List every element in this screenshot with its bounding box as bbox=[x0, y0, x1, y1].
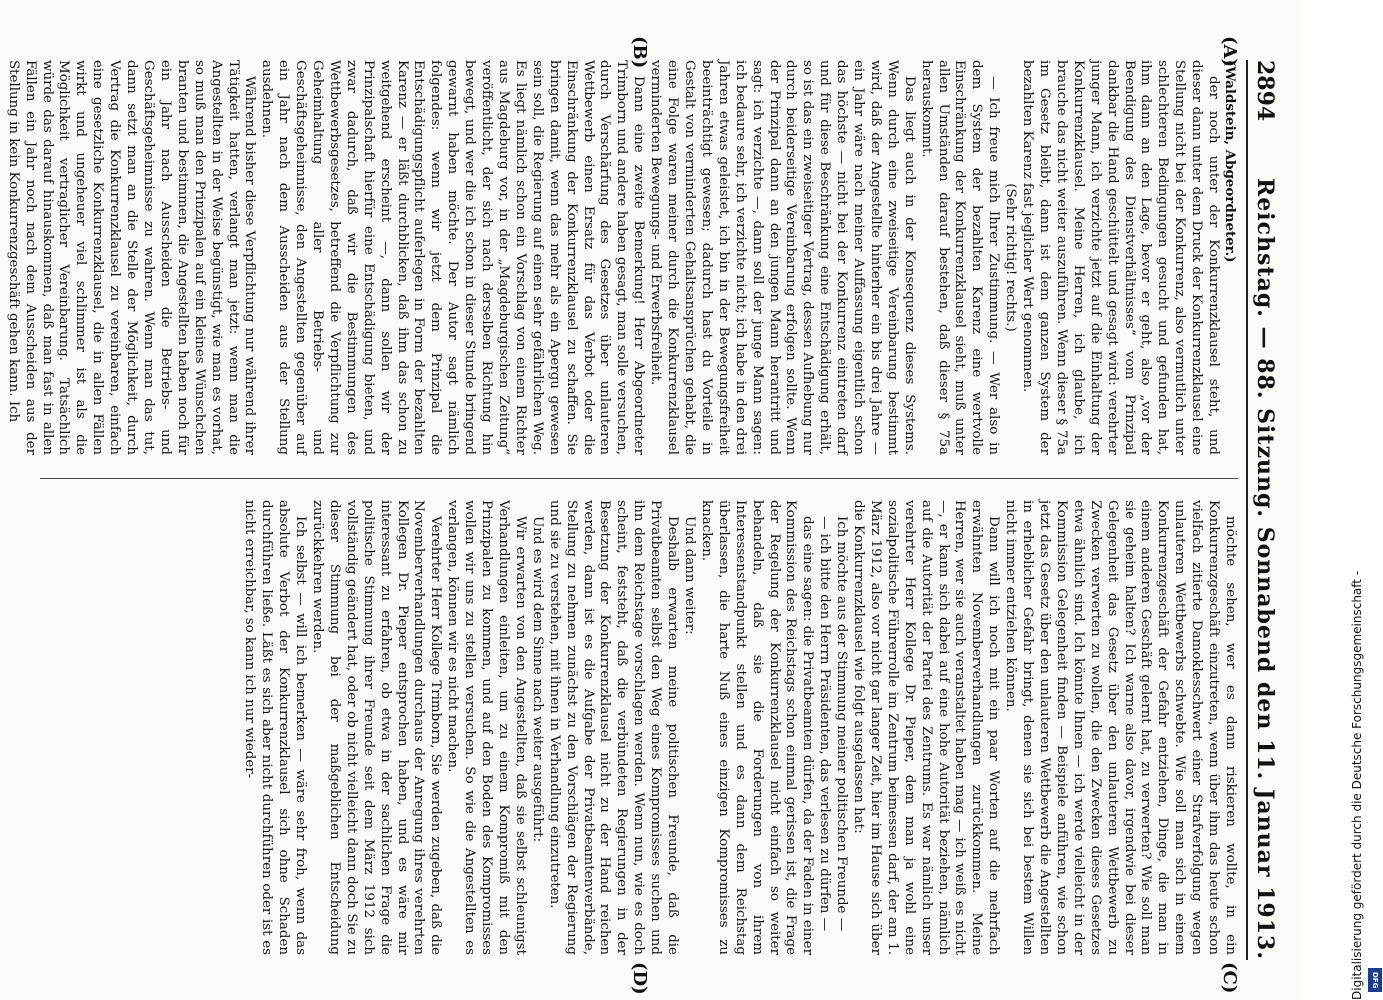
paragraph: Ich selbst — will ich bemerken — wäre sehr froh, wenn das absolute Verbot der Konkurrenzklausel sich ohne Schaden durchführen ließe. Läßt es sich aber nicht durchführen oder ist es nicht erreichbar, so kann ich nur wieder- bbox=[242, 500, 309, 955]
paragraph: Dann will ich noch mit ein paar Worten auf die mehrfach erwähnten Novemberverhandlungen zurückkommen. Meine Herren, wer sie auch veranstaltet haben mag — ich weiß es nicht —, er kann sich dabei auf eine hohe Autorität beziehen, nämlich auf die Autorität der Partei des Zentrums. Es war nämlich unser verehrter Herr Kollege Dr. Pieper, dem man ja wohl eine sozialpolitische Führerrolle im Zentrum beimessen darf, der am 1. März 1912, also vor nicht gar langer Zeit, hier im Hause sich über die Konkurrenzklausel wie folgt ausgelassen hat: bbox=[851, 500, 1002, 955]
paragraph: — Ich freue mich Ihrer Zustimmung. — Wer also in dem System der bezahlten Karenz eine wertvolle Einschränkung der Konkurrenzklausel sieht, muß unter allen Umständen darauf bestehen, daß dieser § 75a herauskommt. bbox=[918, 60, 1002, 455]
margin-mark-a: (A) bbox=[1219, 36, 1240, 67]
interjection: (Sehr richtig! rechts.) bbox=[1003, 183, 1019, 332]
paragraph: Und dann weiter: bbox=[682, 516, 697, 635]
dfg-logo: DFG bbox=[1368, 968, 1382, 992]
paragraph: Und es wird dem Sinne nach weiter ausgeführt: bbox=[529, 516, 545, 843]
digitization-credit bbox=[1346, 570, 1368, 1000]
paragraph: Dann eine zweite Bemerkung! Herr Abgeordneter Trimborn und andere haben gesagt, man solle versuchen, durch Verschärfung des Gesetzes über unlauteren Wettbewerb einen Ersatz für das Verbot oder die Einschränkung der Konkurrenzklausel zu schaffen. Sie bringen damit, wenn das mehr als ein Apergu gewesen sein soll, die Regierung auf einen sehr gefährlichen Weg. Es liegt nämlich schon ein Vorschlag von einem Richter aus Magdeburg vor, in der „Magdeburgischen Zeitung“ veröffentlicht, der sich nach derselben Richtung hin bewegt, und wer die ich schon in dieser Stunde bringend gewarnt haben möchte. Der Autor sagt nämlich folgendes: wenn wir jetzt dem Prinzipal die Entschädigungspflicht auferlegen in Form der bezahlten Karenz — er läßt durchblicken, daß ihm das schon zu weitgehend erscheint —, dann sollen wir der Prinzipalschaft hierfür eine Entschädigung bieten, und zwar dadurch, daß wir die Bestimmungen des Wettbewerbsgesetzes, betreffend die Verpflichtung zur Geheimhaltung aller Betriebs- und Geschäftsgeheimnisse, den Angestellten gegenüber auf ein Jahr nach dem Ausscheiden aus der Stellung ausdehnen. bbox=[259, 60, 647, 455]
paragraph: Ich möchte aus der Stimmung meiner politischen Freunde — bbox=[834, 516, 850, 932]
paragraph: möchte sehen, wer es dann riskieren wollte, in ein Konkurrenzgeschäft einzutreten, wenn über ihm das heute schon vielfach zitierte Damoklesschwert einer Strafverfolgung wegen unlauteren Wettbewerbs schwebte. Wie soll man sich in einem Konkurrenzgeschäft der Gefahr entziehen, Dinge, die man in einem anderen Geschäft gelernt hat, zu verwerten? Wie soll man sie geheim halten? Ich warne also davor, irgendwie bei dieser Gelegenheit das Gesetz über den unlauteren Wettbewerb zu Zwecken verwerten zu wollen, die den Zwecken dieses Gesetzes etwa ähnlich sind. Ich könnte Ihnen — ich werde vielleicht in der Kommission Gelegenheit finden — Beispiele anführen, wie schon jetzt das Gesetz über den unlauteren Wettbewerb die Angestellten in erheblicher Gefahr bringt, denen sie sich bei bestem Willen nicht immer entziehen können. bbox=[1003, 500, 1238, 955]
paragraph: Wir erwarten von den Angestellten, daß sie selbst schleunigst Verhandlungen einleiten, um zu einem Kompromiß mit den Prinzipalen zu kommen, und auf den Boden des Kompromisses wollen wir uns zu stellen versuchen. So wie die Angestellten es verlangen, können wir es nicht machen. bbox=[445, 500, 528, 955]
digitization-credit-text: Digitalisierung gefördert durch die Deutsche Forschungsgemeinschaft - bbox=[1350, 570, 1364, 1000]
page-title: Reichstag. — 88. Sitzung. Sonnabend den 11. Januar 1913. bbox=[1252, 178, 1278, 960]
paragraph: Während bisher diese Verpflichtung nur während ihrer Tätigkeit hatten, verlangt man jetzt: wenn man die Angestellten in der Weise begünstigt, wie man es vorhat, so muß man den Prinzipalen auf ein kleines Wünschchen branten und bestimmen, die Angestellten haben noch für ein Jahr nach Ausscheiden die Betriebs- und Geschäftsgeheimnisse zu wahren. Wenn man das tut, dann setzt man an die Stelle der Möglichkeit, durch Vertrag die Konkurrenzklausel zu vereinbaren, einfach eine gesetzliche Konkurrenzklausel, die in allen Fällen wirkt und ungeheuer viel schlimmer ist als die Möglichkeit vertraglicher Vereinbarung. Tatsächlich würde das darauf hinauskommen, daß man fast in allen Fällen ein Jahr noch nach dem Ausscheiden aus der Stellung in kein Konkurrenzgeschäft gehen kann. Ich bbox=[5, 60, 258, 455]
paragraph: der noch unter der Konkurrenzklausel steht, und dieser dann unter dem Druck der Konkurrenzklausel eine Stellung nicht bei der Konkurrenz, also vermutlich unter schlechteren Bedingungen gesucht und gefunden hat, ihm dann an den Lage, bevor er geht, also „vor der Beendigung des Dienstverhältnisses“ vom Prinzipal dankbar die Hand geschüttelt und gesagt wird: verehrter junger Mann, ich verzichte jetzt auf die Einhaltung der Konkurrenzklausel. Meine Herren, ich glaube, ich brauche das nicht weiter auszuführen. Wenn dieser § 75a im Gesetz bleibt, dann ist dem ganzen System der bezahlten Karenz fast jeglicher Wert genommen. bbox=[1020, 60, 1222, 455]
margin-mark-b: (B) bbox=[629, 36, 650, 69]
paragraph: das eine sagen: die Privatbeamten dürfen, da der Faden in einer Kommission des Reichstags schon einmal gerissen ist, die Frage der Regelung der Konkurrenzklausel nicht einfach so weiter behandeln, daß sie die Forderungen von ihrem Interessenstandpunkt stellen und es dann dem Reichstag überlassen, die harte Nuß eines einzigen Kompromisses zu knacken. bbox=[698, 500, 816, 955]
text-column-right bbox=[40, 500, 1238, 955]
paragraph: — ich bitte den Herrn Präsidenten, das verlesen zu dürfen — bbox=[817, 516, 833, 932]
page-number: 2894 bbox=[1252, 60, 1278, 122]
speaker-name: (Waldstein, Abgeordneter.) bbox=[1222, 60, 1238, 263]
paragraph: Das liegt auch in der Konsequenz dieses Systems. Wenn durch eine zweiseitige Vereinbarung bestimmt wird, daß der Angestellte hinterher ein bis drei Jahre — ein Jahr wäre nach meiner Auffassung eigentlich schon das höchste — nicht bei der Konkurrenz eintreten darf und für diese Beschränkung eine Entschädigung erhält, so ist das ein zweiseitiger Vertrag, dessen Aufhebung nur durch beiderseitige Vereinbarung erfolgen sollte. Wenn der Prinzipal dann an den jungen Mann herantritt und sagt: ich verzichte —, dann soll der junge Mann sagen: ich bedaure sehr, ich verzichte nicht; ich habe in den drei Jahren etwas geleistet, ich bin in der Bewegungsfreiheit beeinträchtigt gewesen; dadurch hast du Vorteile in Gestalt von verminderten Gehaltsansprüchen gehabt, die eine Folge waren meiner durch die Konkurrenzklausel verminderten Bewegungs- und Erwerbsfreiheit. bbox=[648, 60, 917, 455]
margin-mark-c: (C) bbox=[1219, 962, 1240, 994]
column-divider bbox=[40, 478, 1238, 479]
paragraph: Deshalb erwarten meine politischen Freunde, daß die Privatbeamten selbst den Weg eines Kompromisses suchen und ihn dem Reichstage vorschlagen werden. Wenn nun, wie es doch scheint, feststeht, daß die verbündeten Regierungen in der Besetzung der Konkurrenzklausel nicht zu der Hand reichen werden, dann ist es die Aufgabe der Privatbeamtenverbände, Stellung zu nehmen zunächst zu den Vorschlägen der Regierung und sie zu verstehen, mit ihnen in Verhandlung einzutreten. bbox=[546, 500, 681, 955]
margin-mark-d: (D) bbox=[629, 962, 650, 995]
text-column-left bbox=[5, 60, 1238, 455]
paragraph: Verehrter Herr Kollege Trimborn, Sie werden zugeben, daß die Novemberverhandlungen durchaus der Anregung ihres verehrten Kollegen Dr. Pieper entsprochen haben, und es wäre mir interessant zu erfahren, ob etwa in der sachlichen Frage die politische Stimmung ihrer Freunde seit dem März 1912 sich vollständig geändert hat, oder ob nicht vielleicht dann doch Sie zu dieser Stimmung bei der maßgeblichen Entscheidung zurückkehren werden. bbox=[310, 500, 444, 955]
page-header bbox=[1246, 60, 1282, 960]
